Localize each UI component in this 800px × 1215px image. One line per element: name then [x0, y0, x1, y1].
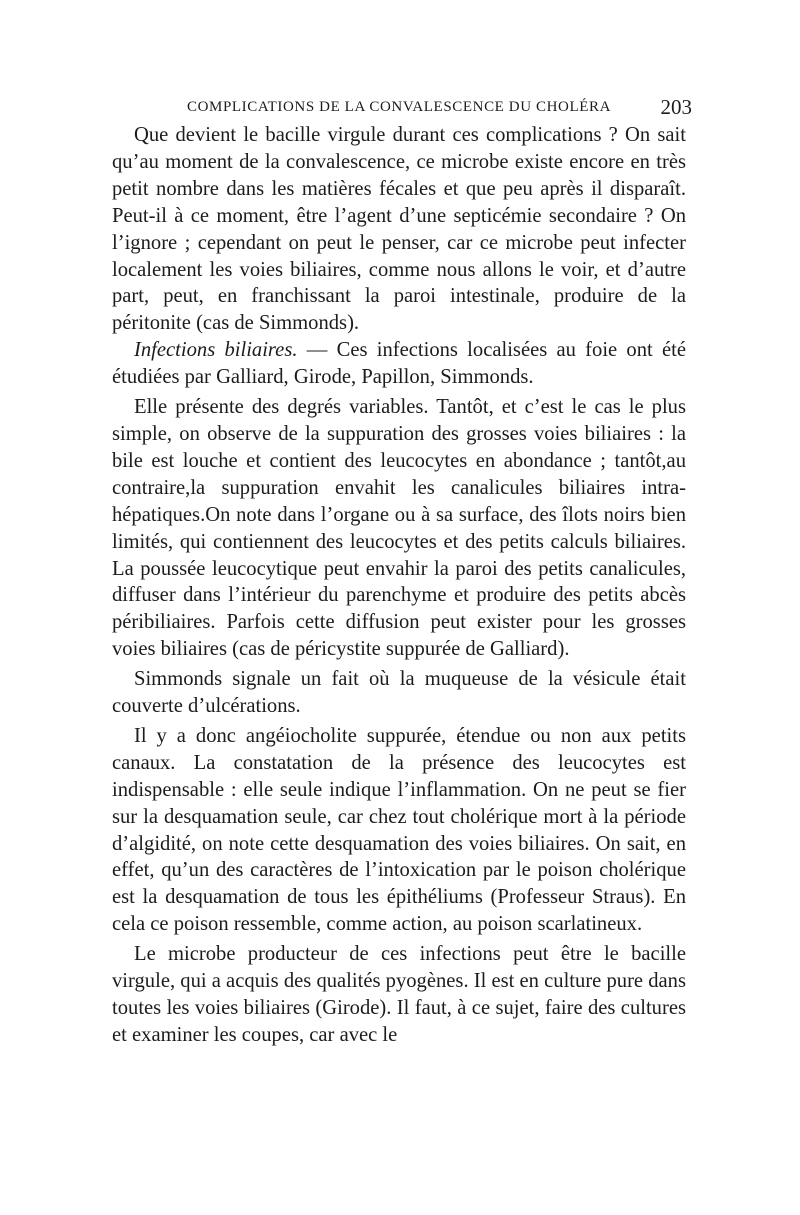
paragraph-2-text: — Ces infections localisées au foie ont été étudiées par Galliard, Girode, Papillon, Simmonds.: [112, 339, 686, 389]
paragraph-3: Elle présente des degrés variables. Tantôt, et c’est le cas le plus simple, on observe de la suppuration des grosses voies biliaires : la bile est louche et contient des leucocytes en abondance ; tantôt,au contraire,la suppuration envahit les canalicules biliaires intra-hépatiques.On note dans l’organe ou à sa surface, des îlots noirs bien limités, qui contiennent des leucocytes et des petits calculs biliaires. La poussée leucocytique peut envahir la paroi des petits canalicules, diffuser dans l’intérieur du parenchyme et produire des petits abcès péribiliaires. Parfois cette diffusion peut exister pour les grosses voies biliaires (cas de péricystite suppurée de Galliard).: [112, 396, 686, 661]
paragraph-6: Le microbe producteur de ces infections peut être le bacille virgule, qui a acquis des qualités pyogènes. Il est en culture pure dans toutes les voies biliaires (Girode). Il faut, à ce sujet, faire des cultures et examiner les coupes, car avec le: [112, 943, 686, 1046]
body-text: [112, 122, 686, 1049]
page-number: 203: [660, 95, 692, 119]
paragraph-2: [112, 337, 686, 391]
running-head: [112, 92, 692, 122]
book-page: [112, 92, 692, 1049]
paragraph-5: Il y a donc angéiocholite suppurée, étendue ou non aux petits canaux. La constatation de la présence des leucocytes est indispensable : elle seule indique l’inflammation. On ne peut se fier sur la desquamation seule, car chez tout cholérique mort à la période d’algidité, on note cette desquamation des voies biliaires. On sait, en effet, qu’un des caractères de l’intoxication par le poison cholérique est la desquamation de tous les épithéliums (Professeur Straus). En cela ce poison ressemble, comme action, au poison scarlatineux.: [112, 724, 686, 936]
section-heading-infections-biliaires: Infections biliaires.: [134, 339, 298, 362]
running-title: COMPLICATIONS DE LA CONVALESCENCE DU CHOLÉRA: [186, 99, 612, 115]
paragraph-1: Que devient le bacille virgule durant ces complications ? On sait qu’au moment de la convalescence, ce microbe existe encore en très petit nombre dans les matières fécales et que peu après il disparaît. Peut-il à ce moment, être l’agent d’une septicémie secondaire ? On l’ignore ; cependant on peut le penser, car ce microbe peut infecter localement les voies biliaires, comme nous allons le voir, et d’autre part, peut, en franchissant la paroi intestinale, produire de la péritonite (cas de Simmonds).: [112, 124, 686, 335]
paragraph-4: Simmonds signale un fait où la muqueuse de la vésicule était couverte d’ulcérations.: [112, 668, 686, 718]
